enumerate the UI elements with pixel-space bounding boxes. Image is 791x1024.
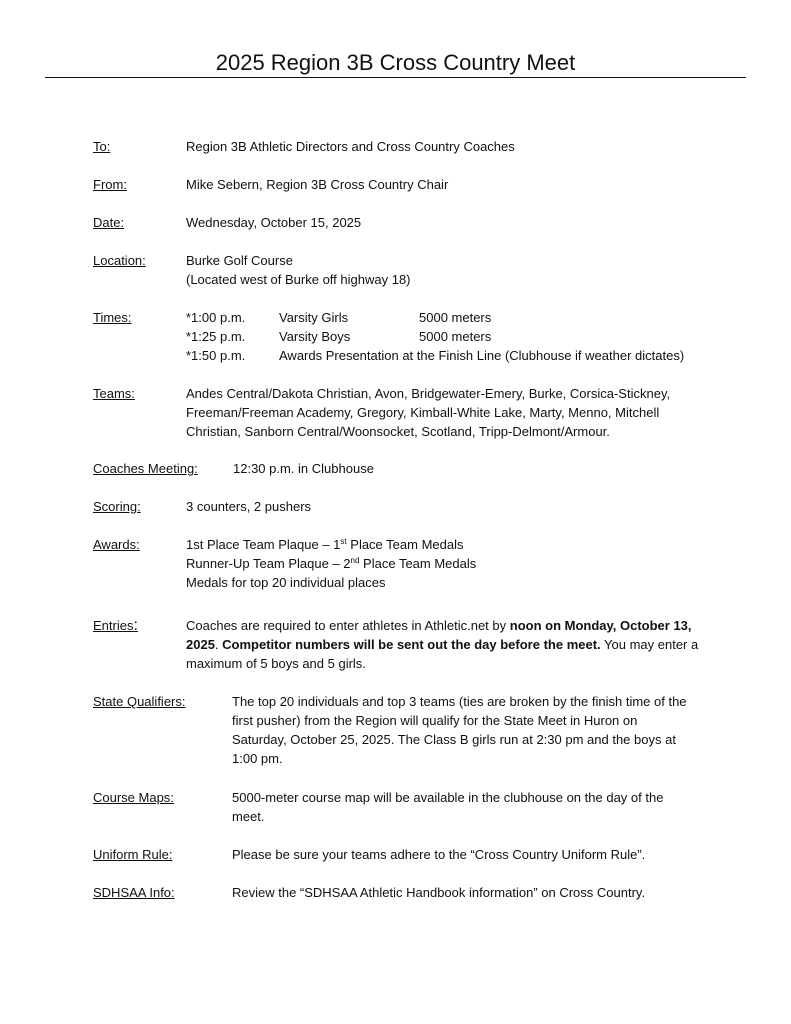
date-value: Wednesday, October 15, 2025 xyxy=(186,215,362,230)
sdhsaa-info-value: Review the “SDHSAA Athletic Handbook information” on Cross Country. xyxy=(232,885,646,900)
to-label: To: xyxy=(93,139,111,154)
page-title: 2025 Region 3B Cross Country Meet xyxy=(215,50,576,75)
state-qualifiers-label: State Qualifiers: xyxy=(93,694,186,709)
teams-line: Christian, Sanborn Central/Woonsocket, Scotland, Tripp-Delmont/Armour. xyxy=(186,424,610,439)
schedule-row xyxy=(186,327,751,346)
entries-text xyxy=(186,616,756,673)
state-qualifiers-text xyxy=(232,692,747,768)
schedule-time: *1:25 p.m. xyxy=(186,329,246,344)
schedule-row xyxy=(186,308,751,327)
uniform-rule-label: Uniform Rule: xyxy=(93,847,173,862)
award-line: Runner-Up Team Plaque – 2nd Place Team Medals xyxy=(186,556,477,571)
to-value: Region 3B Athletic Directors and Cross Country Coaches xyxy=(186,139,515,154)
teams-label: Teams: xyxy=(93,386,135,401)
course-maps-line: 5000-meter course map will be available in the clubhouse on the day of the xyxy=(232,790,664,805)
date-label: Date: xyxy=(93,215,125,230)
schedule-time: *1:50 p.m. xyxy=(186,348,246,363)
schedule-time: *1:00 p.m. xyxy=(186,310,246,325)
sdhsaa-info-label: SDHSAA Info: xyxy=(93,885,175,900)
award-line: Medals for top 20 individual places xyxy=(186,575,386,590)
entries-line: Coaches are required to enter athletes in Athletic.net by noon on Monday, October 13, xyxy=(186,618,692,633)
location-value xyxy=(186,251,751,289)
state-qualifiers-line: Saturday, October 25, 2025. The Class B girls run at 2:30 pm and the boys at xyxy=(232,732,676,747)
location-label: Location: xyxy=(93,253,146,268)
title-divider xyxy=(45,77,746,78)
state-qualifiers-line: 1:00 pm. xyxy=(232,751,283,766)
schedule-event: Varsity Boys xyxy=(279,329,351,344)
scoring-value: 3 counters, 2 pushers xyxy=(186,499,312,514)
from-label: From: xyxy=(93,177,127,192)
state-qualifiers-line: The top 20 individuals and top 3 teams (ties are broken by the finish time of the xyxy=(232,694,687,709)
award-line: 1st Place Team Plaque – 1st Place Team Medals xyxy=(186,537,464,552)
course-maps-label: Course Maps: xyxy=(93,790,174,805)
teams-list xyxy=(186,384,751,441)
schedule-distance: 5000 meters xyxy=(419,310,492,325)
coaches-meeting-value: 12:30 p.m. in Clubhouse xyxy=(233,461,374,476)
location-line: Burke Golf Course xyxy=(186,253,293,268)
course-maps-text xyxy=(232,788,747,826)
awards-list xyxy=(186,535,751,592)
from-value: Mike Sebern, Region 3B Cross Country Chair xyxy=(186,177,449,192)
teams-line: Freeman/Freeman Academy, Gregory, Kimball-White Lake, Marty, Menno, Mitchell xyxy=(186,405,660,420)
entries-line: maximum of 5 boys and 5 girls. xyxy=(186,656,366,671)
schedule-distance: 5000 meters xyxy=(419,329,492,344)
entries-label: Entries: xyxy=(93,617,138,634)
course-maps-line: meet. xyxy=(232,809,265,824)
awards-label: Awards: xyxy=(93,537,140,552)
scoring-label: Scoring: xyxy=(93,499,141,514)
schedule-event: Awards Presentation at the Finish Line (Clubhouse if weather dictates) xyxy=(279,348,685,363)
times-label: Times: xyxy=(93,310,132,325)
teams-line: Andes Central/Dakota Christian, Avon, Bridgewater-Emery, Burke, Corsica-Stickney, xyxy=(186,386,671,401)
schedule-event: Varsity Girls xyxy=(279,310,349,325)
schedule-row xyxy=(186,346,751,365)
times-schedule xyxy=(186,308,751,365)
state-qualifiers-line: first pusher) from the Region will qualify for the State Meet in Huron on xyxy=(232,713,638,728)
entries-line: 2025. Competitor numbers will be sent out the day before the meet. You may enter a xyxy=(186,637,699,652)
uniform-rule-value: Please be sure your teams adhere to the “Cross Country Uniform Rule”. xyxy=(232,847,646,862)
coaches-meeting-label: Coaches Meeting: xyxy=(93,461,198,476)
location-note: (Located west of Burke off highway 18) xyxy=(186,272,411,287)
